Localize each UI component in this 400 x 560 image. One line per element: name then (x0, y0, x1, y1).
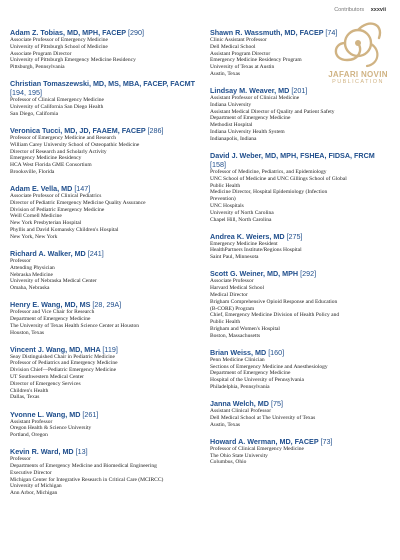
affiliation-line: New York Presbyterian Hospital (10, 220, 82, 227)
affiliation-line: Weill Cornell Medicine (10, 213, 62, 220)
affiliation-line: University of Nebraska Medical Center (10, 278, 97, 285)
affiliation-line: Assistant Professor (10, 418, 53, 425)
affiliation-line: Columbus, Ohio (210, 459, 247, 466)
chapter-reference: [194, 195] (10, 88, 42, 98)
section-title: Contributors (334, 7, 365, 13)
contributor-name (10, 447, 198, 456)
affiliation-line: Executive Director (10, 469, 52, 476)
contributor-name (10, 184, 198, 193)
chapter-reference: [74] (325, 28, 338, 37)
contributor-name-text: Kevin R. Ward, MD (10, 447, 74, 457)
affiliation-line: Harvard Medical School (210, 285, 265, 292)
contributor-name (10, 249, 198, 258)
chapter-reference: [160] (268, 347, 285, 357)
chapter-reference: [201] (291, 86, 308, 96)
chapter-reference: [286] (147, 125, 164, 135)
chapter-reference: [275] (286, 231, 303, 241)
affiliation-line: Brigham and Women's Hospital (210, 325, 280, 332)
affiliation-line: Professor (10, 456, 31, 463)
contributor-name (10, 126, 198, 135)
contributor-name-text: Shawn R. Wassmuth, MD, FACEP (210, 28, 324, 37)
affiliation-line: Brigham Comprehensive Opioid Response and Education (210, 298, 338, 305)
affiliation-line: Chief, Emergency Medicine Division of Health Policy and (210, 312, 340, 319)
affiliation-line: Nebraska Medicine (10, 271, 53, 278)
contributor-name (210, 86, 390, 95)
affiliation-line: Austin, Texas (210, 421, 241, 428)
contributor-name-text: Howard A. Werman, MD, FACEP (210, 436, 319, 446)
contributor-entry (10, 300, 198, 336)
chapter-reference: [119] (102, 344, 118, 354)
affiliation-line: Indiana University (210, 101, 252, 108)
affiliation-line: Dell Medical School at The University of Texas (210, 414, 316, 421)
affiliation-line: Houston, Texas (10, 329, 45, 336)
contributor-entry (10, 28, 198, 71)
contributor-name-text: Richard A. Walker, MD (10, 248, 86, 258)
contributor-name-text: Andrea K. Weiers, MD (210, 231, 285, 241)
affiliation-line: The Ohio State University (210, 452, 268, 459)
contributor-name (10, 410, 198, 419)
contributor-name-text: Janna Welch, MD (210, 399, 269, 409)
affiliation-line: The University of Texas Health Science Center at Houston (10, 322, 140, 329)
contributor-name (210, 437, 390, 446)
contributor-entry (10, 410, 198, 439)
affiliation-line: Austin, Texas (210, 70, 241, 77)
chapter-reference: [290] (127, 28, 144, 37)
contributor-entry (210, 437, 390, 466)
affiliation-line: UNC Hospitals (210, 202, 244, 209)
affiliation-line: Medicine Director, Hospital Epidemiology (Infection (210, 189, 328, 196)
affiliation-line: University of Texas at Austin (210, 64, 275, 71)
contributor-entry (210, 151, 390, 223)
affiliation-line: Public Health (210, 182, 241, 189)
contributor-name-text: Henry E. Wang, MD, MS (10, 300, 91, 310)
contributor-name (10, 300, 198, 309)
affiliation-line: Dallas, Texas (10, 394, 40, 401)
contributor-entry (210, 86, 390, 143)
affiliation-line: Children's Health (10, 387, 49, 394)
watermark-line1: JAFARI NOVIN (328, 70, 388, 79)
contributor-name (210, 399, 390, 408)
contributor-name (210, 269, 390, 278)
affiliation-line: UNC School of Medicine and UNC Gillings School of Global (210, 175, 347, 182)
contributor-name (210, 232, 390, 241)
affiliation-line: University of North Carolina (210, 209, 274, 216)
contributor-entry (210, 399, 390, 428)
affiliation-line: University of Pittsburgh School of Medicine (10, 43, 108, 50)
contributor-entry (210, 348, 390, 391)
affiliation-line: Associate Program Director (10, 50, 72, 57)
contributor-name-text: Christian Tomaszewski, MD, MS, MBA, FACEP, FACMT (10, 79, 196, 89)
contributor-name-text: Lindsay M. Weaver, MD (210, 86, 290, 96)
affiliation-line: University of Michigan (10, 483, 62, 490)
affiliation-line: Emergency Medicine Residency Program (210, 57, 302, 64)
affiliation-line: Oregon Health & Science University (10, 425, 92, 432)
chapter-reference: [158] (210, 159, 226, 169)
page-number: xxxvii (370, 7, 386, 13)
contributor-name (210, 151, 390, 169)
affiliation-line: Professor of Clinical Emergency Medicine (10, 97, 104, 104)
contributor-entry (10, 249, 198, 292)
affiliation-line: Associate Professor of Emergency Medicine (10, 37, 108, 43)
running-header (334, 7, 386, 13)
affiliation-line: New York, New York (10, 233, 58, 240)
affiliation-line: Professor of Emergency Medicine and Research (10, 134, 117, 141)
affiliation-line: Public Health (210, 319, 241, 326)
affiliation-line: HCA West Florida GME Consortium (10, 162, 92, 169)
contributor-name (10, 28, 198, 37)
affiliation-line: Seay Distinguished Chair in Pediatric Medicine (10, 353, 115, 360)
affiliation-line: Prevention) (210, 196, 236, 203)
contributor-name (210, 348, 390, 357)
affiliation-line: Ann Arbor, Michigan (10, 490, 58, 497)
right-column (210, 28, 390, 474)
affiliation-line: Chapel Hill, North Carolina (210, 216, 272, 223)
contributor-name (10, 345, 198, 354)
chapter-reference: [28, 29A] (92, 300, 122, 310)
contributor-entry (10, 126, 198, 176)
affiliation-line: Emergency Medicine Residency (10, 155, 82, 162)
affiliation-line: Saint Paul, Minnesota (210, 254, 259, 261)
affiliation-line: Emergency Medicine Resident (210, 240, 278, 247)
affiliation-line: Professor of Medicine, Pediatrics, and Epidemiology (210, 168, 327, 175)
affiliation-line: Department of Emergency Medicine (210, 370, 291, 377)
affiliation-line: Departments of Emergency Medicine and Biomedical Engineering (10, 463, 157, 470)
affiliation-line: Michigan Center for Integrative Research in Critical Care (MCIRCC) (10, 476, 164, 483)
affiliation-line: Boston, Massachusetts (210, 332, 261, 339)
contributor-name-text: Brian Weiss, MD (210, 347, 267, 357)
affiliation-line: (B-CORE) Program (210, 305, 255, 312)
chapter-reference: [13] (75, 447, 88, 457)
affiliation-line: Dell Medical School (210, 43, 256, 50)
contributor-name-text: Scott G. Weiner, MD, MPH (210, 269, 299, 279)
affiliation-line: Omaha, Nebraska (10, 285, 50, 292)
watermark-line2: PUBLICATION (332, 79, 384, 85)
chapter-reference: [73] (320, 436, 333, 446)
affiliation-line: Sections of Emergency Medicine and Anesthesiology (210, 363, 328, 370)
affiliation-line: University of California San Diego Health (10, 104, 104, 111)
affiliation-line: Assistant Professor of Clinical Medicine (210, 95, 300, 102)
affiliation-line: Professor and Vice Chair for Research (10, 309, 95, 316)
affiliation-line: Brooksville, Florida (10, 168, 55, 175)
affiliation-line: University of Pittsburgh Emergency Medicine Residency (10, 57, 136, 64)
affiliation-line: Director of Pediatric Emergency Medicine Quality Assurance (10, 199, 146, 206)
contributor-entry (10, 184, 198, 241)
affiliation-line: Hospital of the University of Pennsylvania (210, 377, 304, 384)
contributor-name-text: Vincent J. Wang, MD, MHA (10, 344, 101, 354)
affiliation-line: Clinic Assistant Professor (210, 37, 267, 43)
chapter-reference: [75] (270, 399, 283, 409)
contributor-entry (10, 345, 198, 402)
affiliation-line: Professor of Clinical Emergency Medicine (210, 445, 304, 452)
affiliation-line: Division Chief—Pediatric Emergency Medicine (10, 367, 117, 374)
affiliation-line: Pittsburgh, Pennsylvania (10, 64, 65, 71)
affiliation-line: Indiana University Health System (210, 129, 285, 136)
affiliation-line: Portland, Oregon (10, 432, 48, 439)
contributor-name (210, 28, 390, 37)
affiliation-line: Director of Research and Scholarly Activity (10, 148, 107, 155)
affiliation-line: Associate Professor (210, 278, 254, 285)
affiliation-line: HealthPartners Institute/Regions Hospital (210, 247, 302, 254)
affiliation-line: Division of Pediatric Emergency Medicine (10, 206, 105, 213)
affiliation-line: William Carey University School of Osteopathic Medicine (10, 141, 140, 148)
affiliation-line: Professor (10, 257, 31, 264)
affiliation-line: Department of Emergency Medicine (210, 115, 291, 122)
contributor-name-text: Yvonne L. Wang, MD (10, 409, 81, 419)
contributor-name-text: Veronica Tucci, MD, JD, FAAEM, FACEP (10, 125, 146, 135)
contributor-name-text: Adam Z. Tobias, MD, MPH, FACEP (10, 28, 126, 37)
affiliation-line: Assistant Program Director (210, 50, 271, 57)
affiliation-line: Medical Director (210, 291, 248, 298)
left-column (10, 28, 198, 505)
contributor-entry (210, 28, 390, 78)
affiliation-line: Methodist Hospital (210, 122, 253, 129)
chapter-reference: [292] (300, 269, 317, 279)
chapter-reference: [241] (87, 248, 104, 258)
affiliation-line: Assistant Clinical Professor (210, 408, 272, 415)
contributor-name-text: David J. Weber, MD, MPH, FSHEA, FIDSA, FRCM (210, 150, 375, 160)
affiliation-line: Professor of Pediatrics and Emergency Medicine (10, 360, 118, 367)
affiliation-line: San Diego, California (10, 110, 59, 117)
contributor-entry (10, 79, 198, 117)
contributor-name (10, 79, 198, 97)
affiliation-line: Penn Medicine Clinician (210, 356, 265, 363)
contributor-name-text: Adam E. Vella, MD (10, 184, 73, 194)
contributor-entry (210, 269, 390, 339)
affiliation-line: Philadelphia, Pennsylvania (210, 383, 270, 390)
affiliation-line: Assistant Medical Director of Quality and Patient Safety (210, 108, 335, 115)
affiliation-line: Attending Physician (10, 264, 55, 271)
affiliation-line: Department of Emergency Medicine (10, 316, 91, 322)
affiliation-line: Director of Emergency Services (10, 380, 81, 387)
contributor-entry (10, 447, 198, 497)
chapter-reference: [261] (82, 409, 99, 419)
affiliation-line: Phyllis and David Komansky Children's Hospital (10, 227, 119, 234)
chapter-reference: [147] (74, 184, 91, 194)
affiliation-line: Indianapolis, Indiana (210, 135, 257, 142)
affiliation-line: Associate Professor of Clinical Pediatrics (10, 193, 102, 200)
affiliation-line: UT Southwestern Medical Center (10, 374, 84, 381)
contributor-entry (210, 232, 390, 261)
